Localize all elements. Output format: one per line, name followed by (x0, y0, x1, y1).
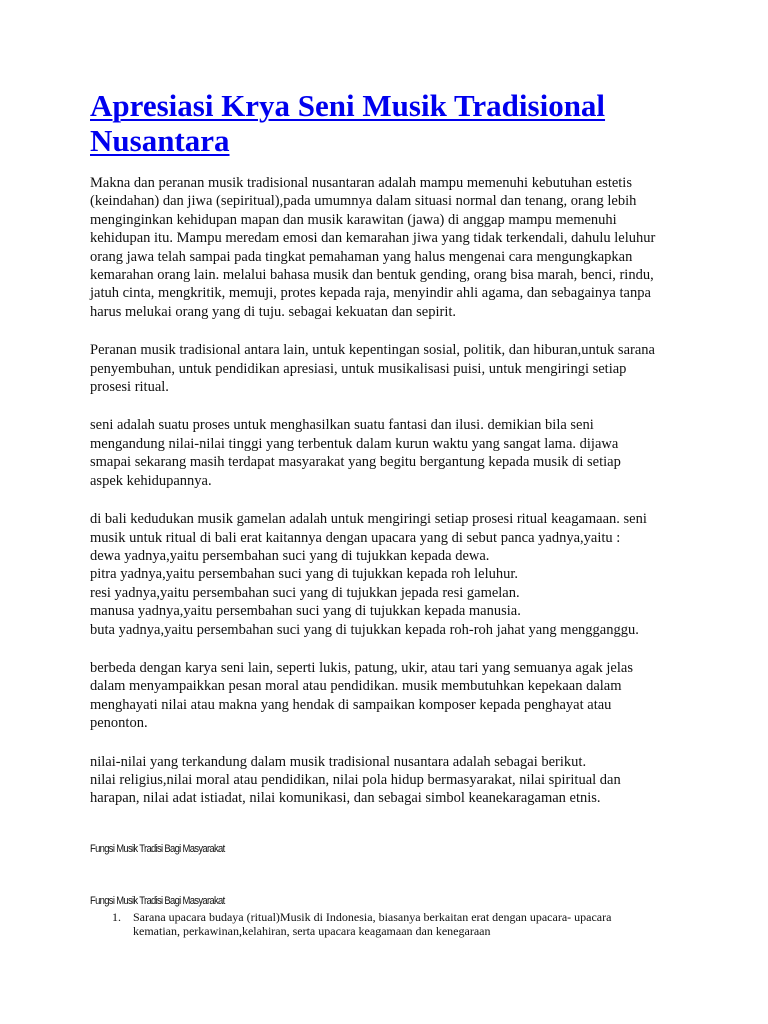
text-line: mengandung nilai-nilai tinggi yang terbentuk dalam kurun waktu yang sangat lama. dijawa (90, 435, 619, 452)
section-heading: Fungsi Musik Tradisi Bagi Masyarakat (90, 894, 225, 907)
text-line: smapai sekarang masih terdapat masyarakat yang begitu bergantung kepada musik di setiap (90, 454, 621, 471)
text-line: menginginkan kehidupan mapan dan musik karawitan (jawa) di anggap mampu memenuhi (90, 211, 617, 228)
paragraph-nilai (90, 753, 690, 808)
list-text-line: kematian, perkawinan,kelahiran, serta upacara keagamaan dan kenegaraan (133, 923, 491, 938)
list-number: 1. (112, 909, 121, 924)
section-heading: Fungsi Musik Tradisi Bagi Masyarakat (90, 842, 225, 855)
article-title-link[interactable] (90, 88, 690, 158)
text-line: pitra yadnya,yaitu persembahan suci yang di tujukkan kepada roh leluhur. (90, 566, 519, 583)
paragraph-peranan (90, 341, 690, 396)
paragraph-seni (90, 416, 690, 490)
text-line: resi yadnya,yaitu persembahan suci yang di tujukkan jepada resi gamelan. (90, 584, 520, 601)
text-line: dalam menyampaikkan pesan moral atau pendidikan. musik membutuhkan kepekaan dalam (90, 678, 622, 695)
paragraph-makna (90, 174, 690, 321)
title-line[interactable]: Nusantara (90, 123, 230, 158)
text-line: berbeda dengan karya seni lain, seperti lukis, patung, ukir, atau tari yang semuanya agak jelas (90, 659, 633, 676)
text-line: orang jawa telah sampai pada tingkat pemahaman yang halus mengenai cara mengungkapkan (90, 248, 633, 265)
text-line: prosesi ritual. (90, 379, 169, 396)
text-line: penonton. (90, 715, 148, 732)
text-line: di bali kedudukan musik gamelan adalah untuk mengiringi setiap prosesi ritual keagamaan. seni (90, 511, 647, 528)
text-line: kemarahan orang lain. melalui bahasa musik dan bentuk gending, orang bisa marah, benci, rindu, (90, 267, 654, 284)
text-line: harapan, nilai adat istiadat, nilai komunikasi, dan sebagai simbol keanekaragaman etnis. (90, 790, 601, 807)
text-line: (keindahan) dan jiwa (sepiritual),pada umumnya dalam situasi normal dan tenang, orang lebih (90, 193, 637, 210)
text-line: Peranan musik tradisional antara lain, untuk kepentingan sosial, politik, dan hiburan,untuk sarana (90, 342, 655, 359)
paragraph-bali (90, 510, 690, 639)
title-line[interactable]: Apresiasi Krya Seni Musik Tradisional (90, 88, 606, 123)
text-line: jatuh cinta, mengkritik, memuji, protes kepada raja, menyindir ahli agama, dan sebagainya tanpa (90, 285, 651, 302)
text-line: dewa yadnya,yaitu persembahan suci yang di tujukkan kepada dewa. (90, 547, 490, 564)
text-line: nilai religius,nilai moral atau pendidikan, nilai pola hidup bermasyarakat, nilai spiritual dan (90, 771, 621, 788)
text-line: manusa yadnya,yaitu persembahan suci yang di tujukkan kepada manusia. (90, 603, 521, 620)
text-line: Makna dan peranan musik tradisional nusantaran adalah mampu memenuhi kebutuhan estetis (90, 175, 632, 191)
text-line: kehidupan itu. Mampu meredam emosi dan kemarahan jiwa yang tidak terkendali, dahulu leluhur (90, 230, 656, 247)
text-line: buta yadnya,yaitu persembahan suci yang di tujukkan kepada roh-roh jahat yang mengganggu. (90, 621, 639, 638)
text-line: seni adalah suatu proses untuk menghasilkan suatu fantasi dan ilusi. demikian bila seni (90, 417, 594, 434)
text-line: penyembuhan, untuk pendidikan apresiasi, untuk musikalisasi puisi, untuk mengiringi setiap (90, 360, 627, 377)
text-line: musik untuk ritual di bali erat kaitannya dengan upacara yang di sebut panca yadnya,yaitu : (90, 529, 621, 546)
list-text-line: Sarana upacara budaya (ritual)Musik di Indonesia, biasanya berkaitan erat dengan upacara- upacara (133, 909, 612, 924)
text-line: nilai-nilai yang terkandung dalam musik tradisional nusantara adalah sebagai berikut. (90, 753, 587, 770)
text-line: aspek kehidupannya. (90, 472, 212, 489)
function-list (90, 910, 690, 938)
list-item (90, 910, 690, 938)
article (90, 88, 690, 938)
text-line: menghayati nilai atau makna yang hendak di sampaikan komposer kepada penghayat atau (90, 696, 612, 713)
text-line: harus melukai orang yang di tuju. sebagai kekuatan dan sepirit. (90, 303, 457, 320)
paragraph-berbeda (90, 659, 690, 733)
